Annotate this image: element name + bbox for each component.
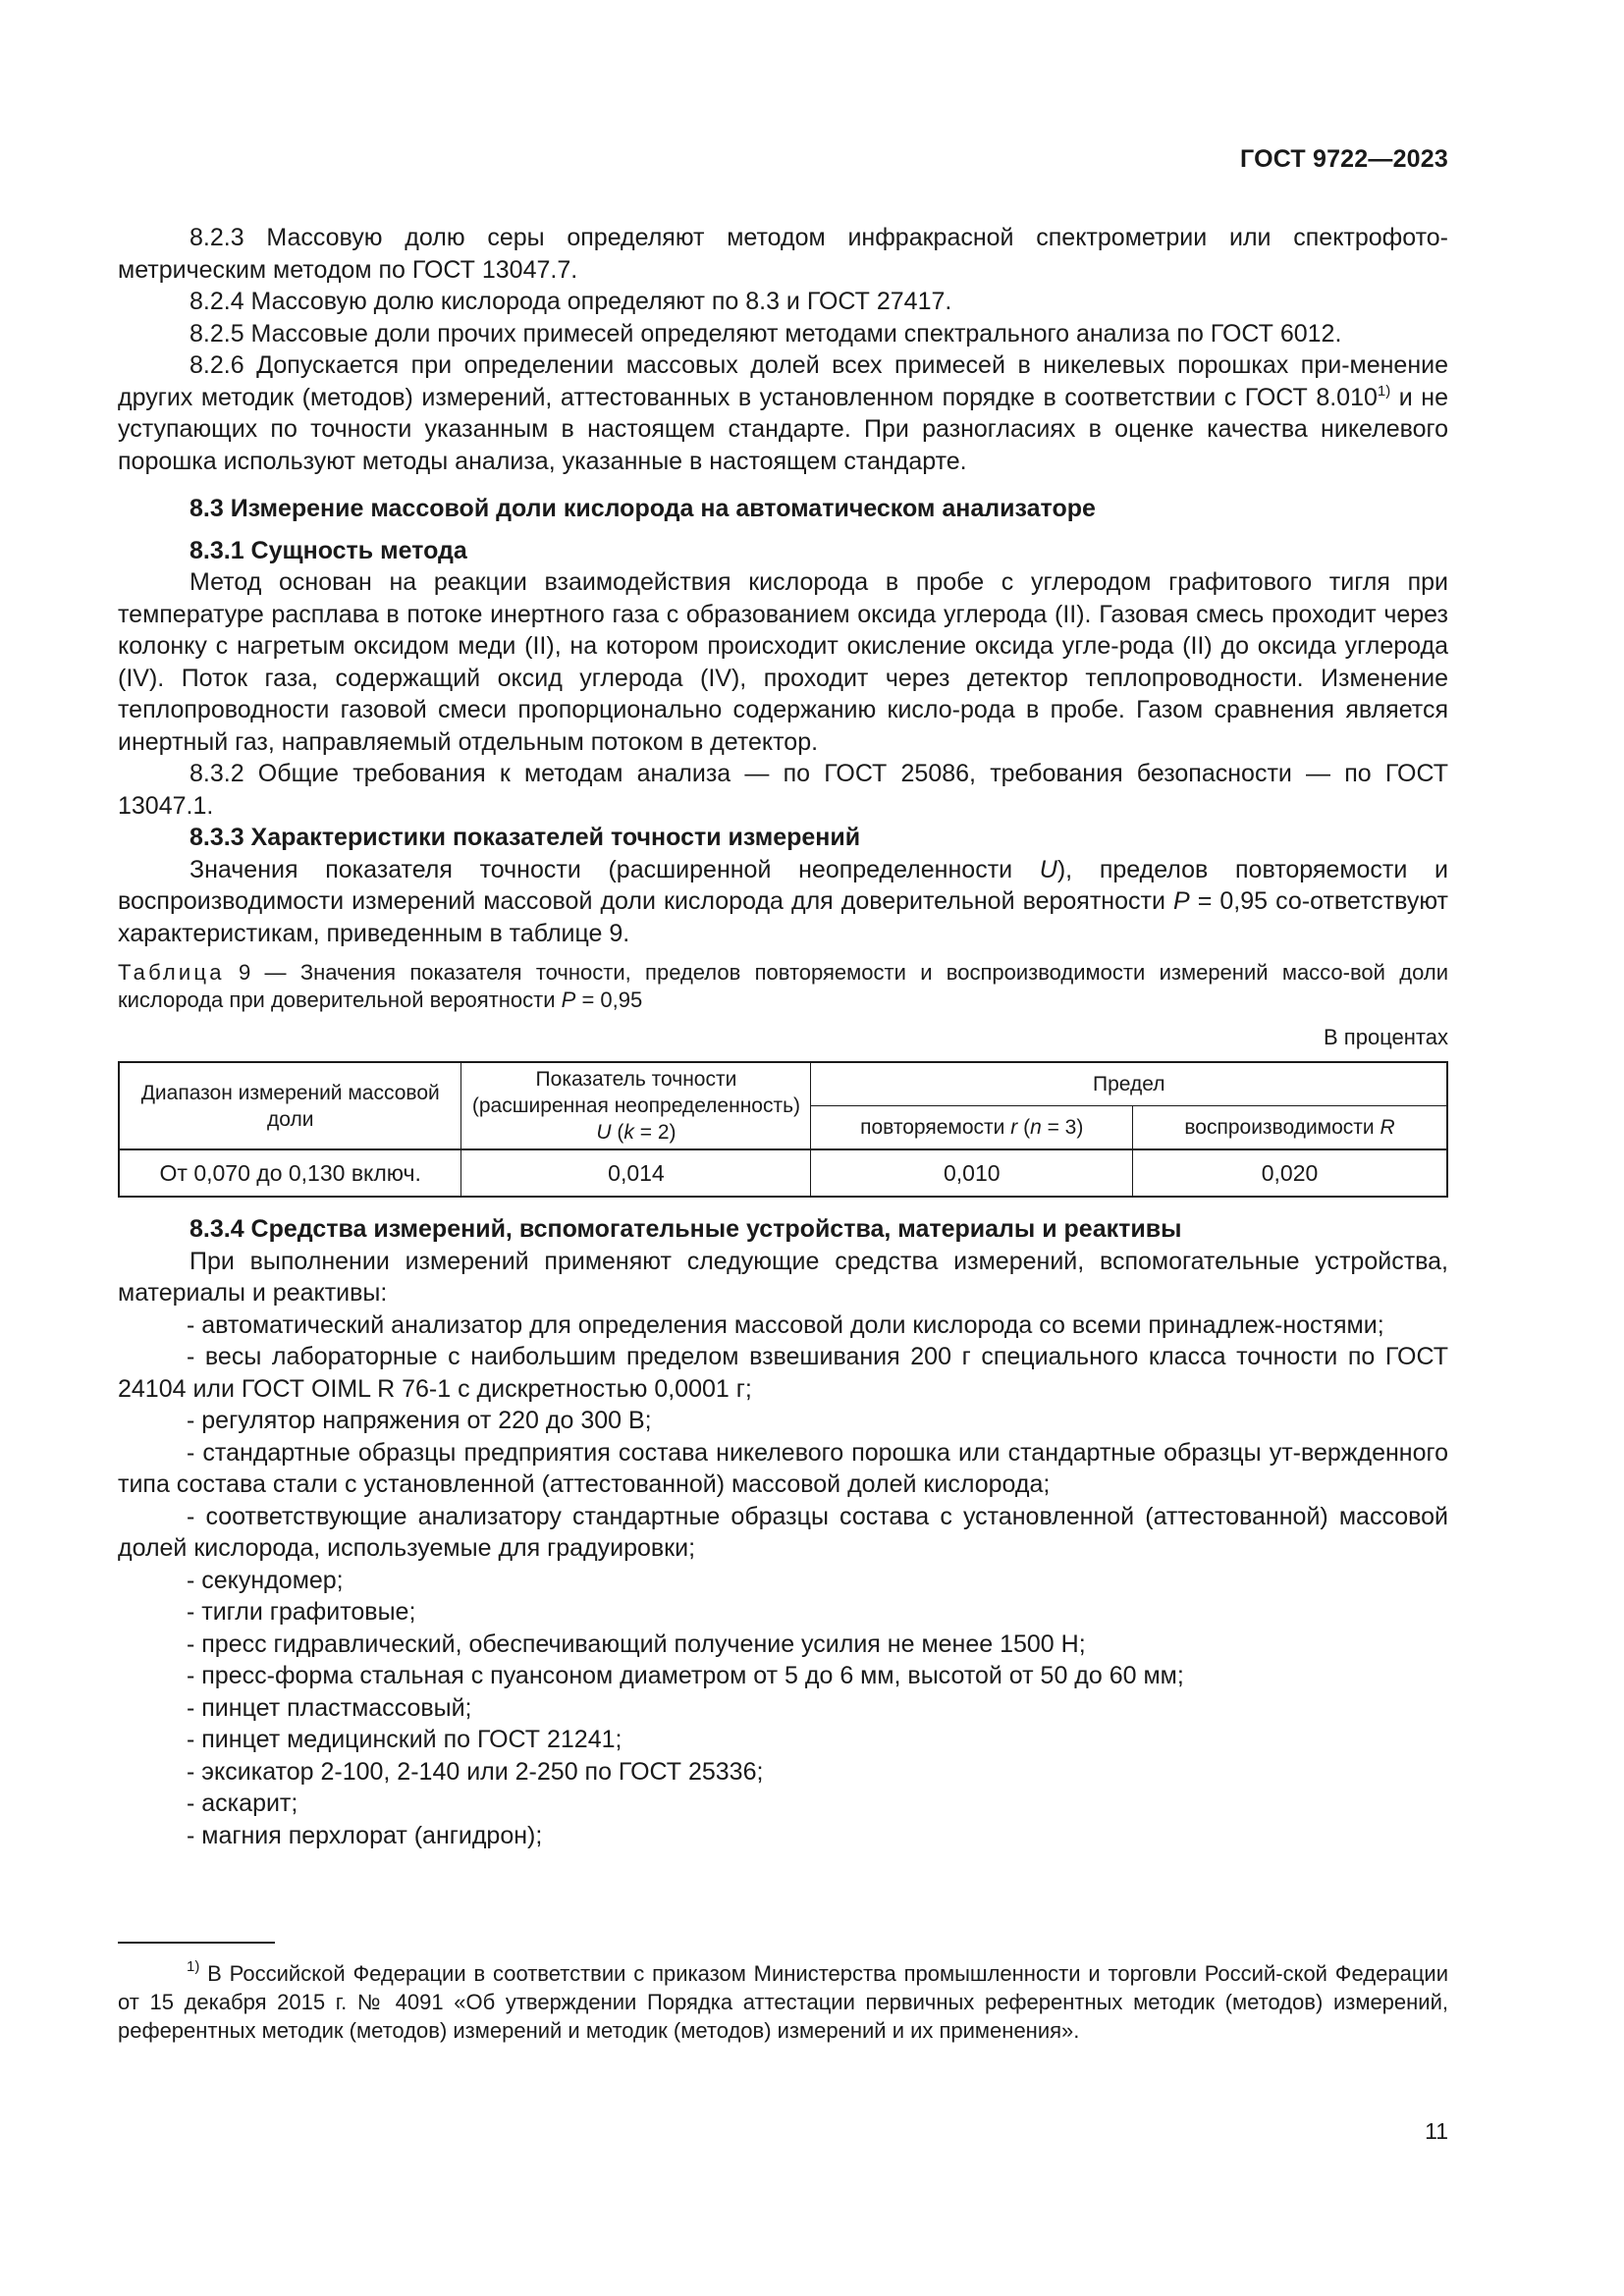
paragraph-8-2-4: 8.2.4 Массовую долю кислорода определяют по 8.3 и ГОСТ 27417. <box>189 288 952 315</box>
page-number: 11 <box>1425 2118 1448 2144</box>
caption-number: 9 <box>224 960 251 985</box>
paragraph-8-3-2: 8.3.2 Общие требования к методам анализа — по ГОСТ 25086, требования безопасности — по ГОСТ 13047.1. <box>118 760 1448 820</box>
document-body <box>118 222 1448 1851</box>
p833-b: ), пределов повторяемости и воспроизводимости измерений массовой доли кислорода для доверительной вероятности <box>118 855 1448 915</box>
table-cell-reproducibility: 0,020 <box>1133 1149 1447 1197</box>
caption-label: Таблица <box>118 960 225 985</box>
p833-c: = 0,95 со-ответствуют характеристикам, приведенным в таблице 9. <box>118 887 1448 947</box>
table-header-accuracy <box>461 1062 811 1149</box>
p826-text-after: и не уступающих по точности указанным в настоящем стандарте. При разногласиях в оценке качества никелевого порошка используют методы анализа, указанные в настоящем стандарте. <box>118 383 1448 475</box>
list-item: - тигли графитовые; <box>187 1598 416 1626</box>
paragraph-8-2-3: 8.2.3 Массовую долю серы определяют методом инфракрасной спектрометрии или спектрофото-метрическим методом по ГОСТ 13047.7. <box>118 224 1448 284</box>
list-item: - пресс гидравлический, обеспечивающий получение усилия не менее 1500 Н; <box>187 1629 1086 1658</box>
footnote <box>118 1959 1448 2045</box>
table-9 <box>118 1061 1448 1198</box>
paragraph-8-3-1: Метод основан на реакции взаимодействия кислорода в пробе с углеродом графитового тигля при температуре расплава в потоке инертного газа с образованием оксида углерода (II). Газовая смесь проходит через колонку с нагретым оксидом меди (II), на котором происходит окисление оксида угле-рода (II) до оксида углерода (IV). Поток газа, содержащий оксид углерода (IV), проходит через детектор теплопроводности. Изменение теплопроводности газовой смеси пропорционально содержанию кисло-рода в пробе. Газом сравнения является инертный газ, направляемый отдельным потоком в детектор. <box>118 568 1448 756</box>
col2-u: U <box>596 1121 612 1144</box>
list-item: - магния перхлорат (ангидрон); <box>187 1821 543 1849</box>
list-item: - секундомер; <box>187 1566 344 1594</box>
document-header: ГОСТ 9722—2023 <box>1240 145 1448 173</box>
col3b-r: R <box>1380 1116 1395 1139</box>
section-8-3-title: 8.3 Измерение массовой доли кислорода на автоматическом анализаторе <box>189 495 1096 522</box>
list-item: - пинцет медицинский по ГОСТ 21241; <box>187 1726 623 1753</box>
section-8-3-1-title: 8.3.1 Сущность метода <box>189 536 467 564</box>
p833-a: Значения показателя точности (расширенной неопределенности <box>189 855 1040 883</box>
col2-c: = 2) <box>633 1121 677 1144</box>
list-item: - пинцет пластмассовый; <box>187 1693 472 1722</box>
paragraph-8-2-6 <box>118 349 1448 477</box>
footnote-text <box>118 1959 1448 2045</box>
table-header-repeatability <box>811 1106 1133 1150</box>
col2-b: ( <box>611 1121 624 1144</box>
col3a-a: повторяемости <box>860 1116 1011 1139</box>
list-item: - весы лабораторные с наибольшим пределом взвешивания 200 г специального класса точности по ГОСТ 24104 или ГОСТ OIML R 76-1 с дискретностью 0,0001 г; <box>118 1343 1448 1403</box>
equipment-list <box>118 1309 1448 1852</box>
list-item: - эксикатор 2-100, 2-140 или 2-250 по ГОСТ 25336; <box>187 1757 764 1786</box>
table-header-limit: Предел <box>811 1062 1447 1106</box>
col3a-r: r <box>1010 1116 1018 1139</box>
list-item: - пресс-форма стальная с пуансоном диаметром от 5 до 6 мм, высотой от 50 до 60 мм; <box>187 1662 1184 1689</box>
paragraph-8-2-5: 8.2.5 Массовые доли прочих примесей определяют методами спектрального анализа по ГОСТ 6012. <box>189 319 1342 347</box>
list-item: - соответствующие анализатору стандартные образцы состава с установленной (аттестованной) массовой долей кислорода, используемые для градуировки; <box>118 1502 1448 1562</box>
table-cell-accuracy: 0,014 <box>461 1149 811 1197</box>
col3a-b: ( <box>1017 1116 1031 1139</box>
list-item: - стандартные образцы предприятия состава никелевого порошка или стандартные образцы ут-вержденного типа состава стали с установленной (аттестованной) массовой долей кислорода; <box>118 1438 1448 1498</box>
table-9-caption <box>118 959 1448 1014</box>
caption-text: — Значения показателя точности, пределов повторяемости и воспроизводимости измерений массо-вой доли кислорода при доверительной вероятности <box>118 960 1448 1012</box>
symbol-u: U <box>1039 855 1057 883</box>
paragraph-8-3-4-intro: При выполнении измерений применяют следующие средства измерений, вспомогательные устройства, материалы и реактивы: <box>118 1247 1448 1307</box>
table-header-range: Диапазон измерений массовой доли <box>119 1062 461 1149</box>
col2-a: Показатель точности (расширенная неопределенность) <box>471 1068 801 1117</box>
caption-symbol-p: P <box>561 988 576 1012</box>
table-header-reproducibility <box>1133 1106 1447 1150</box>
footnote-separator <box>118 1942 275 1944</box>
col2-k: k <box>623 1121 634 1144</box>
table-row <box>119 1149 1447 1197</box>
table-cell-repeatability: 0,010 <box>811 1149 1133 1197</box>
paragraph-8-3-3 <box>118 854 1448 950</box>
list-item: - регулятор напряжения от 220 до 300 В; <box>187 1407 652 1434</box>
footnote-body: В Российской Федерации в соответствии с приказом Министерства промышленности и торговли Россий-ской Федерации от 15 декабря 2015 г. № 4091 «Об утверждении Порядка аттестации первичных референтных методик (методов) измерений, референтных методик (методов) измерений и методик (методов) измерений и их применения». <box>118 1961 1448 2043</box>
p826-text-before: 8.2.6 Допускается при определении массовых долей всех примесей в никелевых порошках при-менение других методик (методов) измерений, аттестованных в установленном порядке в соответствии с ГОСТ 8.010 <box>118 351 1448 411</box>
footnote-ref[interactable]: 1) <box>1377 382 1391 400</box>
footnote-marker: 1) <box>187 1958 200 1975</box>
col3a-n: n <box>1030 1116 1042 1139</box>
symbol-p: P <box>1172 887 1190 915</box>
caption-end: = 0,95 <box>575 988 643 1012</box>
col3a-c: = 3) <box>1041 1116 1084 1139</box>
section-8-3-3-title: 8.3.3 Характеристики показателей точности измерений <box>189 824 861 851</box>
table-cell-range: От 0,070 до 0,130 включ. <box>119 1149 461 1197</box>
list-item: - автоматический анализатор для определения массовой доли кислорода со всеми принадлеж-ностями; <box>187 1310 1384 1339</box>
section-8-3-4-title: 8.3.4 Средства измерений, вспомогательные устройства, материалы и реактивы <box>189 1215 1182 1243</box>
table-9-units: В процентах <box>1324 1025 1448 1049</box>
list-item: - аскарит; <box>187 1789 298 1817</box>
col3b-a: воспроизводимости <box>1184 1116 1380 1139</box>
